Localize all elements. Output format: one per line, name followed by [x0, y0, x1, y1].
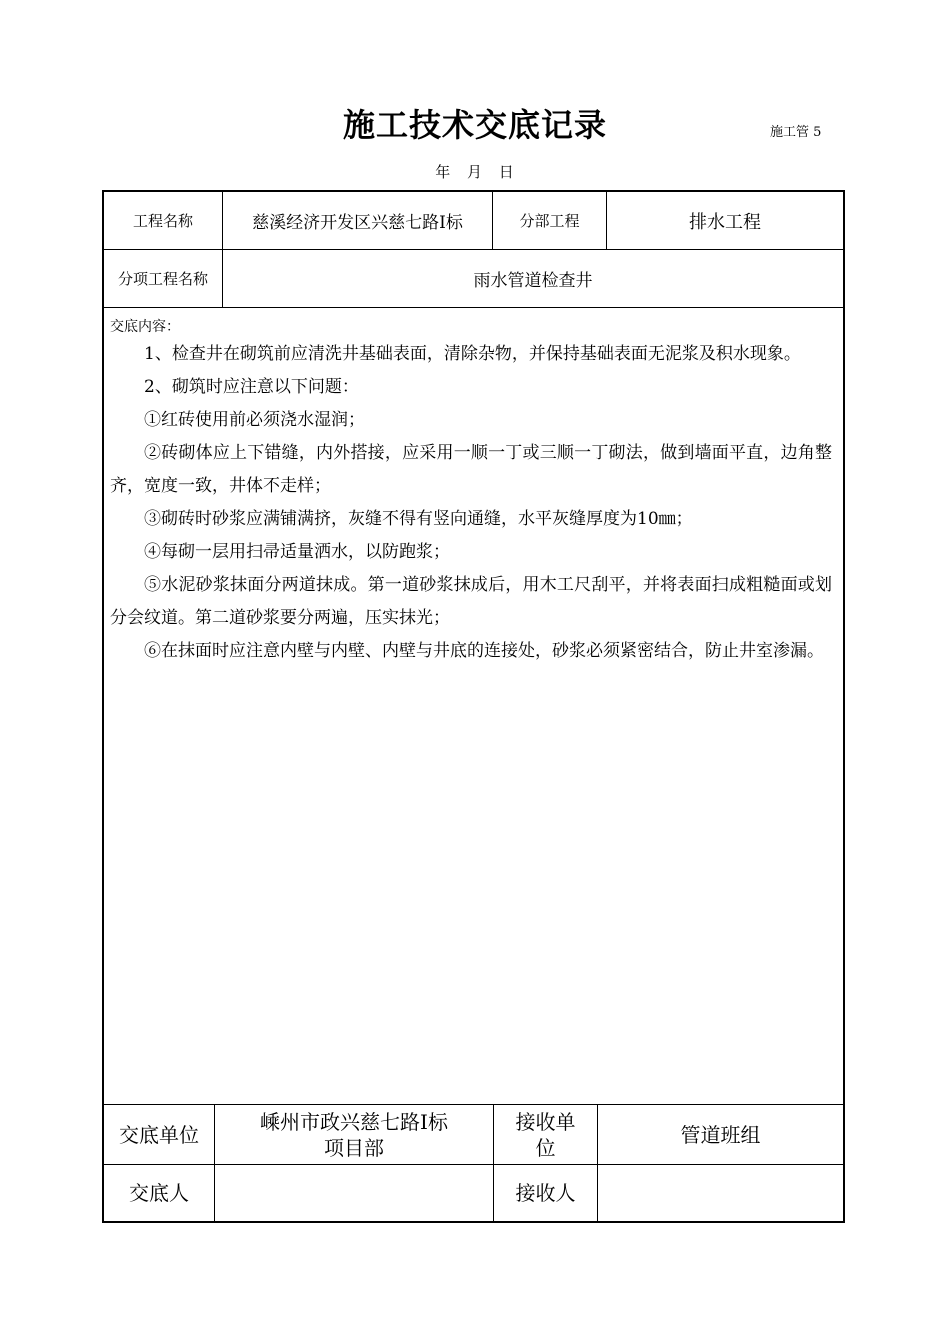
item-name-value: 雨水管道检查井	[473, 271, 593, 291]
receiver-unit-value: 管道班组	[680, 1122, 761, 1147]
content-paragraph: ⑥在抹面时应注意内壁与内壁、内壁与井底的连接处，砂浆必须紧密结合，防止井室渗漏。	[144, 641, 824, 661]
content-paragraph: 2、砌筑时应注意以下问题：	[144, 377, 359, 397]
issuer-unit-line1: 嵊州市政兴慈七路Ⅰ标	[260, 1109, 448, 1134]
content-paragraph: 1、检查井在砌筑前应清洗井基础表面，清除杂物，并保持基础表面无泥浆及积水现象。	[144, 344, 801, 364]
sub-project-value: 排水工程	[689, 211, 761, 233]
content-paragraph: ①红砖使用前必须浇水湿润；	[144, 410, 365, 430]
content-paragraph: ⑤水泥砂浆抹面分两道抹成。第一道砂浆抹成后，用木工尺刮平，并将表面扫成粗糙面或划分会纹道。第二道砂浆要分两遍，压实抹光；	[110, 575, 832, 628]
content-paragraph: ②砖砌体应上下错缝，内外搭接，应采用一顺一丁或三顺一丁砌法，做到墙面平直，边角整齐，宽度一致，井体不走样；	[110, 443, 832, 496]
issuer-unit-line2: 项目部	[324, 1135, 384, 1160]
sub-project-label: 分部工程	[519, 212, 580, 230]
content-paragraph: ③砌砖时砂浆应满铺满挤，灰缝不得有竖向通缝，水平灰缝厚度为10㎜；	[144, 509, 693, 529]
project-name-label: 工程名称	[132, 212, 193, 230]
row-divider	[102, 307, 845, 308]
form-code: 施工管 5	[770, 125, 822, 140]
issuer-unit-label: 交底单位	[119, 1122, 199, 1147]
item-name-label: 分项工程名称	[117, 270, 208, 288]
content-paragraph: ④每砌一层用扫帚适量洒水，以防跑浆；	[144, 542, 450, 562]
receiver-unit-label	[494, 1105, 597, 1164]
date-line: 年 月 日	[435, 163, 515, 181]
document-title: 施工技术交底记录	[342, 106, 607, 144]
issuer-unit-value	[215, 1105, 493, 1164]
issuer-person-label: 交底人	[129, 1181, 189, 1205]
disclosure-content	[110, 318, 832, 668]
issuer-person-value[interactable]	[215, 1165, 493, 1221]
receiver-unit-label-line1: 接收单	[515, 1109, 576, 1134]
receiver-person-label: 接收人	[515, 1181, 576, 1205]
receiver-unit-label-line2: 位	[535, 1135, 556, 1160]
content-label: 交底内容：	[110, 319, 180, 335]
project-name-value: 慈溪经济开发区兴慈七路Ⅰ标	[252, 213, 463, 233]
receiver-person-value[interactable]	[598, 1165, 843, 1221]
